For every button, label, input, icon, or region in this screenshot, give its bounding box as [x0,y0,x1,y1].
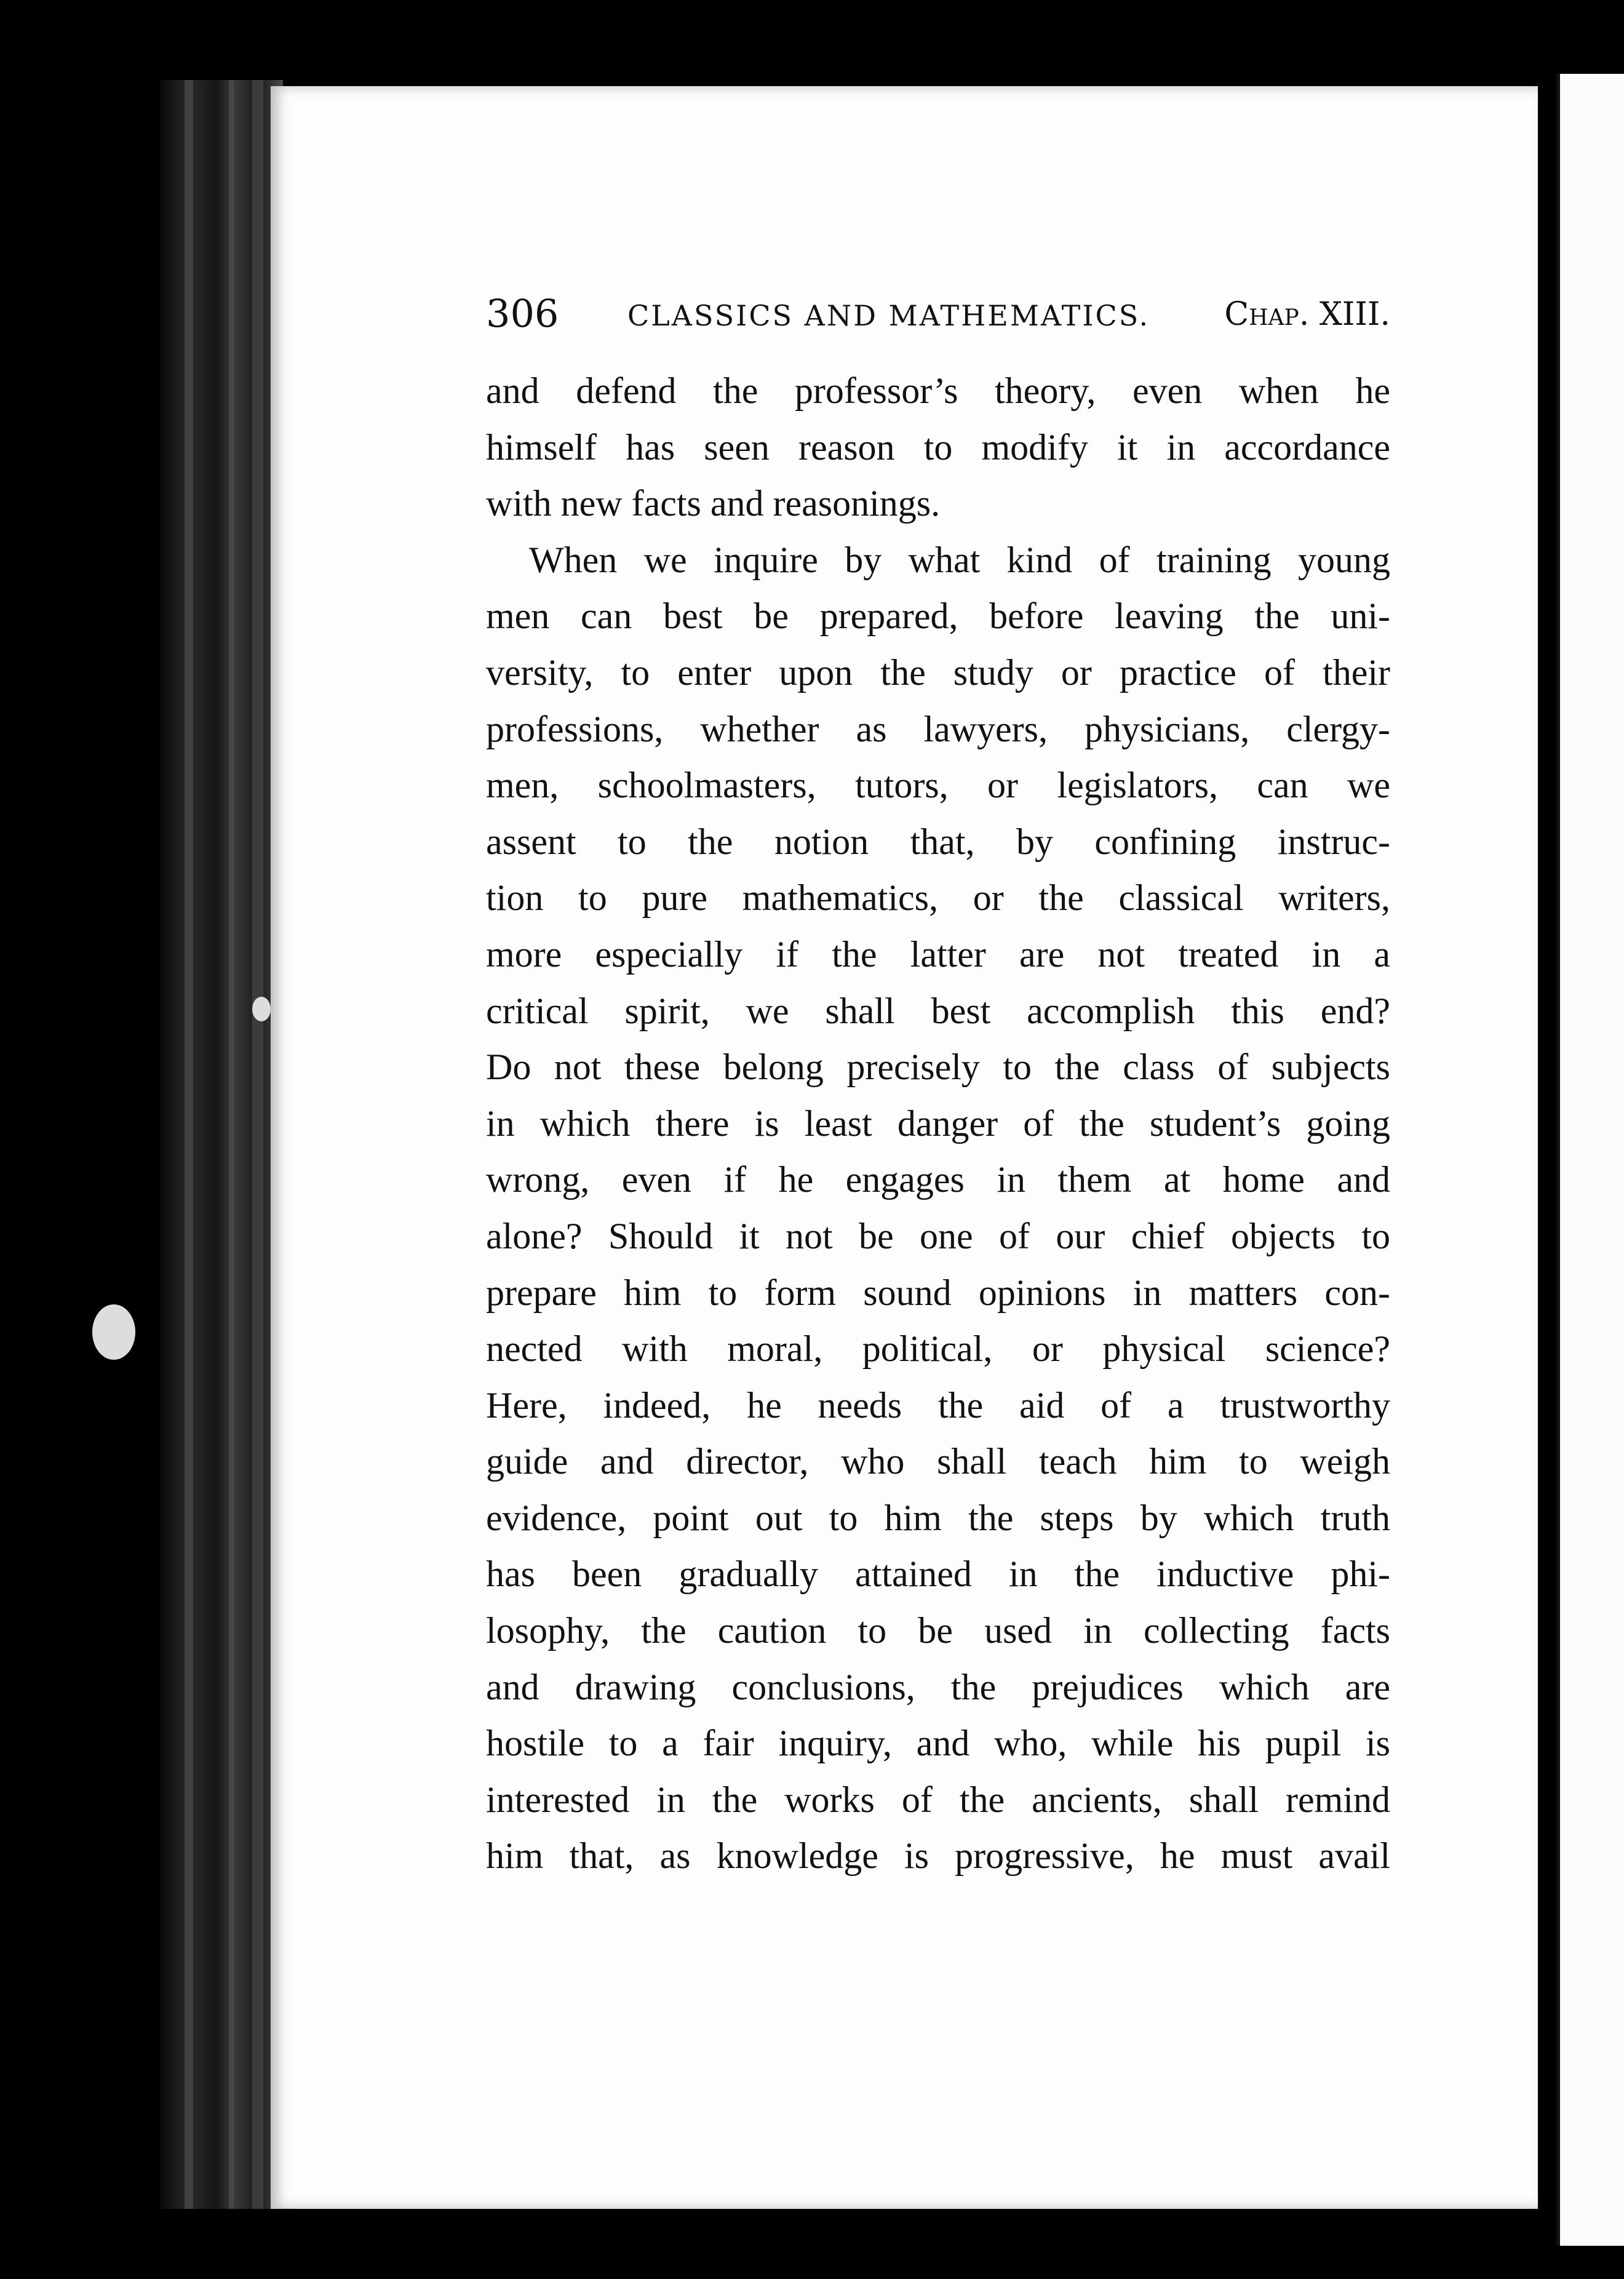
text-line: wrong, even if he engages in them at home and [486,1159,1390,1200]
text-line: versity, to enter upon the study or practice of their [486,652,1390,693]
text-line: and drawing conclusions, the prejudices which are [486,1666,1390,1707]
text-line: and defend the professor’s theory, even when he [486,370,1390,411]
text-line: When we inquire by what kind of training young [529,539,1390,580]
binding-stripe [252,80,263,2209]
binding-speck [92,1304,135,1360]
adjacent-page-edge [1556,74,1624,2246]
chapter-label: Chap. XIII. [1224,296,1390,333]
text-line: has been gradually attained in the inductive phi- [486,1554,1390,1595]
text-line: interested in the works of the ancients, shall remind [486,1779,1390,1820]
page-number: 306 [486,291,559,336]
text-line: losophy, the caution to be used in collecting facts [486,1610,1390,1651]
text-line: with new facts and reasonings. [486,483,941,524]
page-header [486,289,1390,338]
text-line: professions, whether as lawyers, physicians, clergy- [486,708,1390,749]
text-line: assent to the notion that, by confining instruc- [486,821,1390,862]
text-line: men, schoolmasters, tutors, or legislators, can we [486,765,1390,806]
text-line: nected with moral, political, or physical science? [486,1328,1390,1370]
text-line: more especially if the latter are not treated in a [486,933,1390,975]
text-line: him that, as knowledge is progressive, he must avail [486,1835,1390,1877]
book-binding-gutter [160,80,283,2209]
text-line: Here, indeed, he needs the aid of a trustworthy [486,1384,1390,1426]
binding-stripe [229,80,234,2209]
body-text [486,363,1390,1885]
text-line: guide and director, who shall teach him to weigh [486,1441,1390,1482]
binding-stripe [185,80,193,2209]
text-line: prepare him to form sound opinions in matters con- [486,1272,1390,1313]
text-line: critical spirit, we shall best accomplish this end? [486,990,1390,1031]
text-line: Do not these belong precisely to the class of subjects [486,1047,1390,1088]
text-line: himself has seen reason to modify it in accordance [486,426,1390,468]
text-line: men can best be prepared, before leaving the uni- [486,596,1390,637]
running-head: CLASSICS AND MATHEMATICS. [627,299,1150,332]
text-line: evidence, point out to him the steps by which truth [486,1497,1390,1538]
text-line: alone? Should it not be one of our chief objects to [486,1215,1390,1256]
binding-speck [252,997,271,1021]
text-line: tion to pure mathematics, or the classical writers, [486,877,1390,919]
book-page [271,86,1538,2209]
text-line: in which there is least danger of the student’s going [486,1103,1390,1144]
text-line: hostile to a fair inquiry, and who, while his pupil is [486,1723,1390,1764]
